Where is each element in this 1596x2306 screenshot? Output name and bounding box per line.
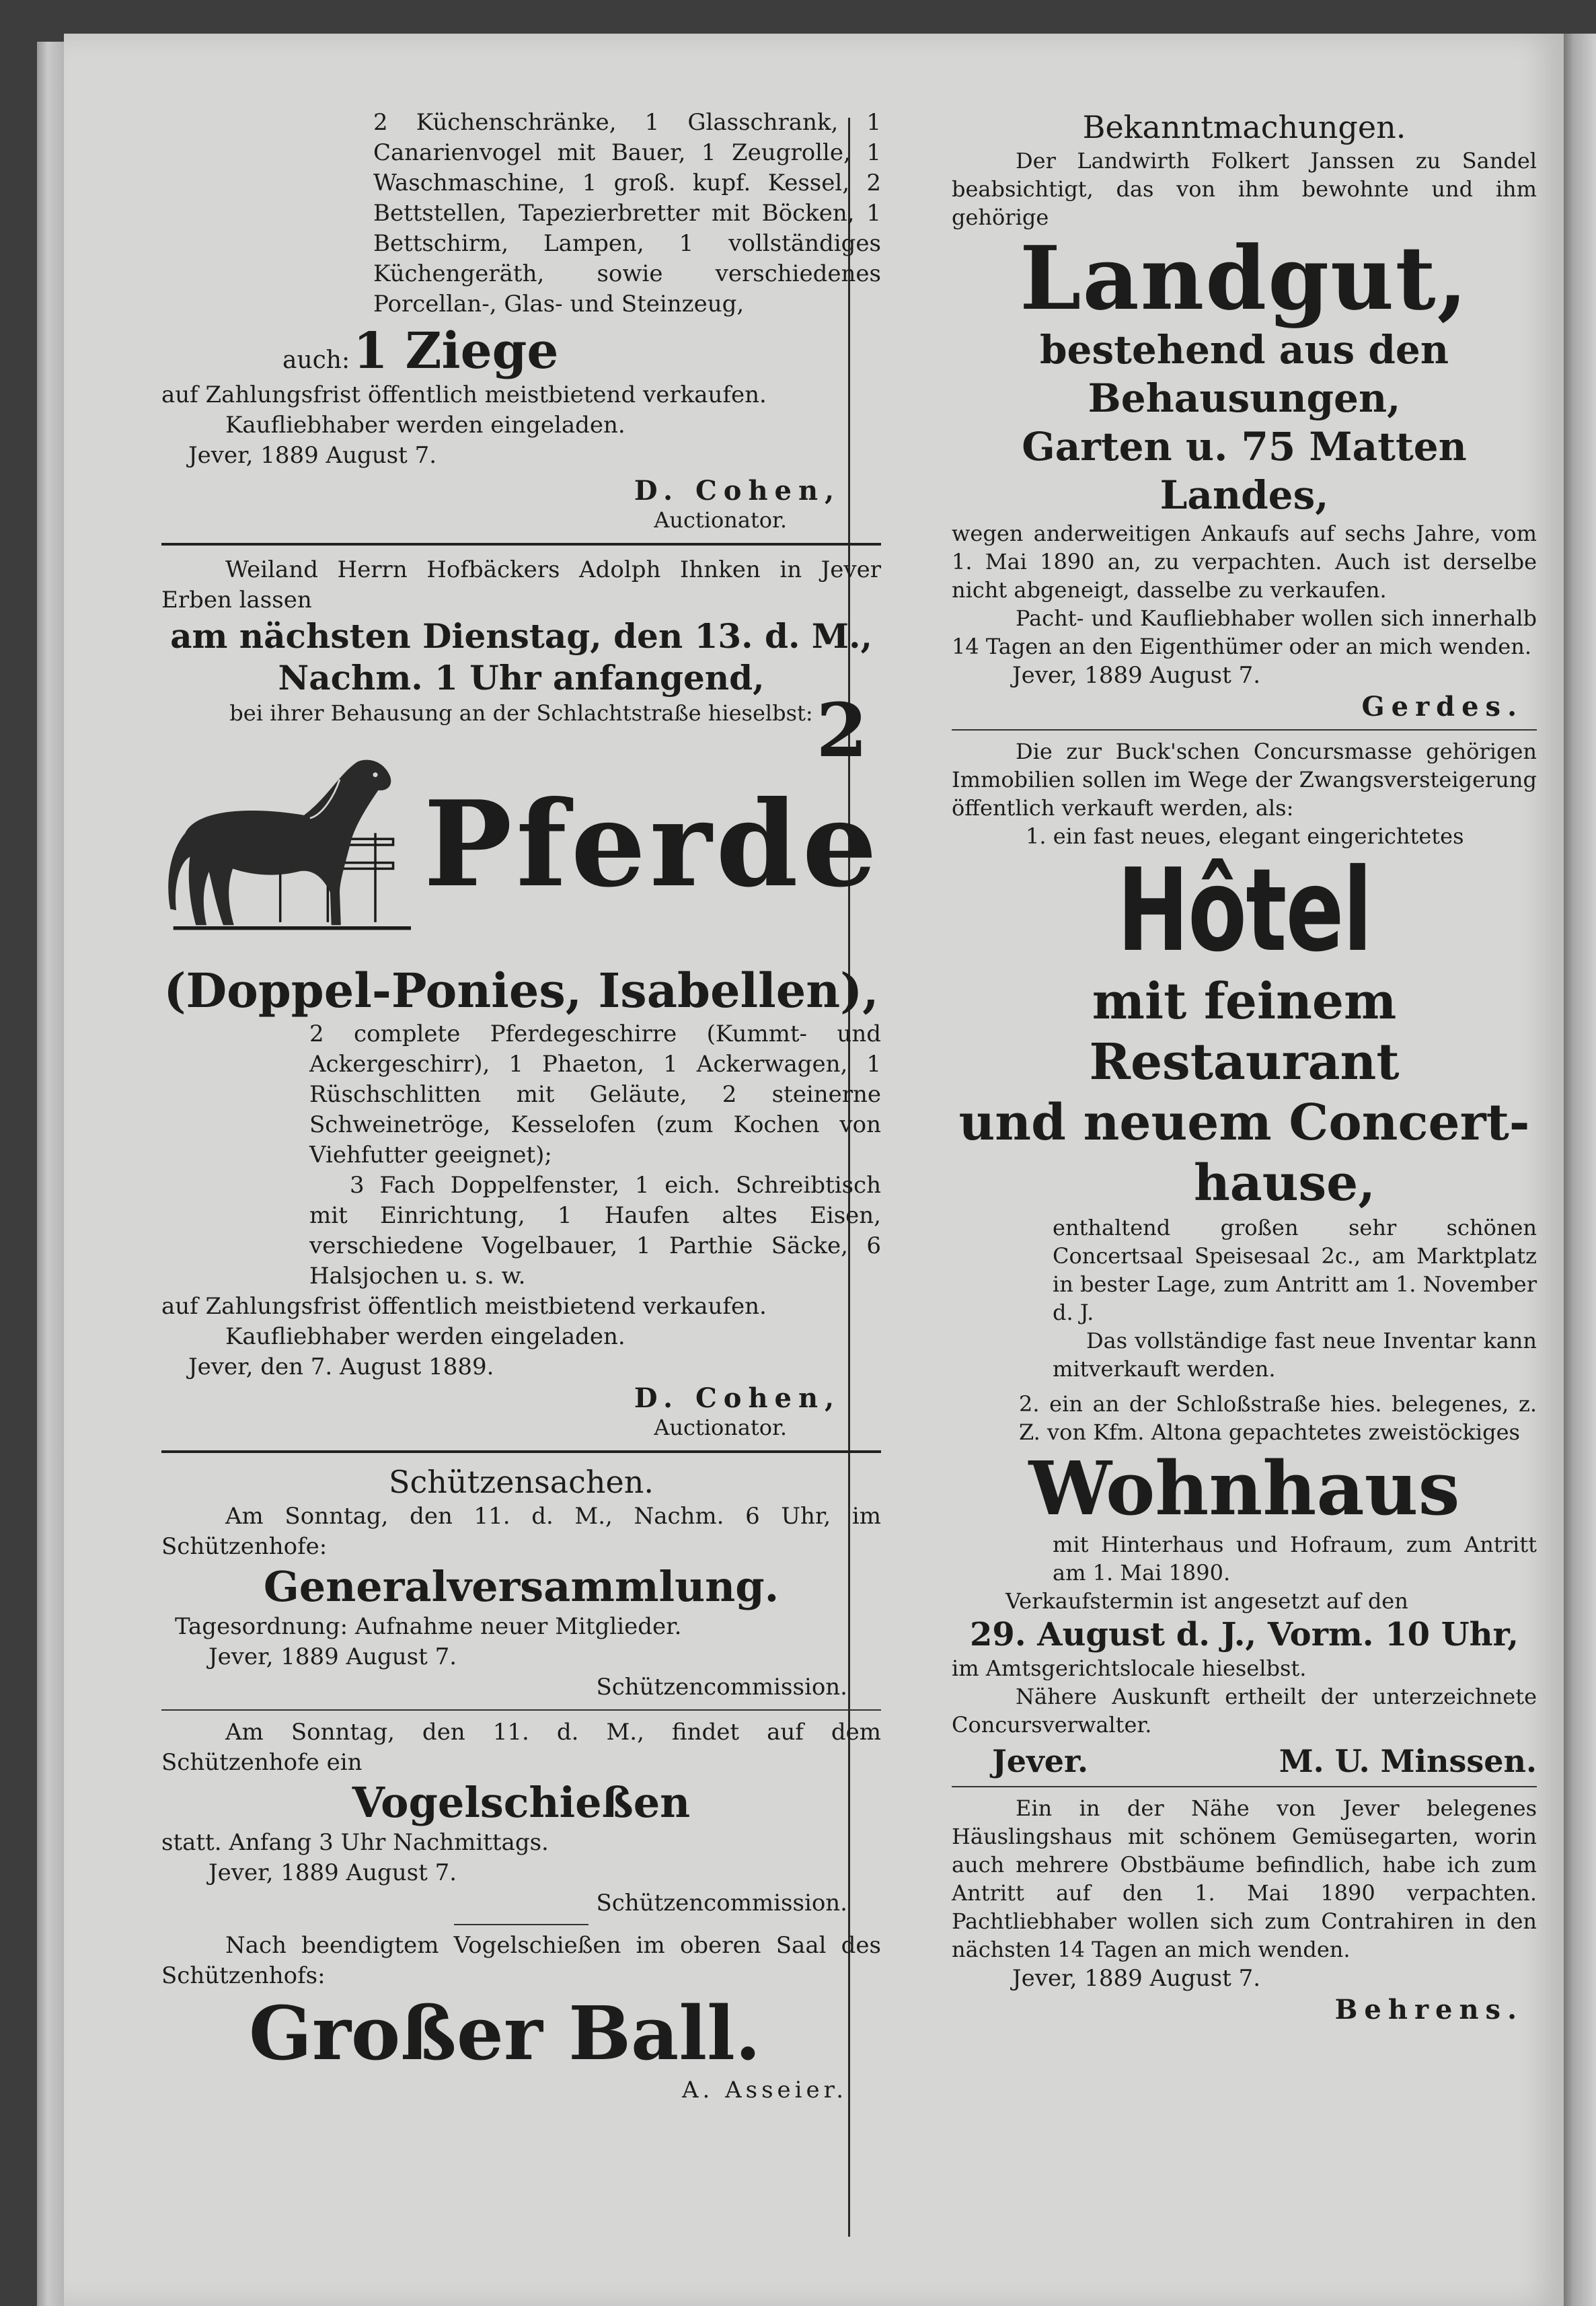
ball-line1: Nach beendigtem Vogelschießen im oberen Saal des Schützenhofs: — [161, 1932, 881, 1989]
auction2-when1: am nächsten Dienstag, den 13. d. M., — [170, 616, 872, 656]
vogel-signer: Schützencommission. — [596, 1890, 847, 1917]
left-column — [161, 108, 881, 2106]
haeusling-ad — [952, 1794, 1537, 2025]
separator — [952, 1786, 1537, 1787]
next-page-strip — [1564, 34, 1596, 2306]
ball-signer: A. Asseier. — [681, 2077, 847, 2104]
hotel-line-a: mit feinem Restaurant — [1089, 973, 1400, 1091]
right-column-inner — [878, 108, 1560, 2025]
landgut-headline: Landgut, — [1020, 227, 1469, 330]
auction1-invite: Kaufliebhaber werden eingeladen. — [225, 412, 625, 439]
separator — [161, 1709, 881, 1711]
auction2-invite: Kaufliebhaber werden eingeladen. — [225, 1323, 625, 1350]
right-column — [878, 108, 1560, 2025]
horse-count: 2 — [816, 687, 868, 774]
landgut-sub2: Garten u. 75 Matten Landes, — [1022, 424, 1467, 518]
schuetzen-agenda: Tagesordnung: Aufnahme neuer Mitglieder. — [175, 1613, 682, 1640]
horse-illustration-icon — [161, 737, 417, 953]
landgut-invite: Pacht- und Kaufliebhaber wollen sich innerhalb 14 Tagen an den Eigenthümer oder an mich wenden. — [952, 605, 1537, 659]
vogel-line2: statt. Anfang 3 Uhr Nachmittags. — [161, 1829, 549, 1856]
concurs-info: Nähere Auskunft ertheilt der unterzeichnete Concursverwalter. — [952, 1684, 1537, 1738]
auction1-ziege: 1 Ziege — [353, 322, 559, 380]
auction1-signer: D. Cohen, — [634, 475, 841, 507]
page-edge — [37, 42, 64, 2306]
concurs-item1: 1. ein fast neues, elegant eingerichtetes — [1026, 823, 1464, 849]
pferde-headline: Pferde — [423, 776, 881, 914]
hotel-desc: enthaltend großen sehr schönen Concertsaal Speisesaal 2c., am Marktplatz in bester Lage, zum Antritt am 1. November d. J. — [1053, 1215, 1537, 1325]
auction-ad-1 — [161, 108, 881, 533]
concurs-signer: M. U. Minssen. — [1279, 1743, 1537, 1779]
auction2-when2: Nachm. 1 Uhr anfangend, — [278, 658, 765, 698]
auction1-auch-line — [161, 322, 881, 380]
hotel-line-b: und neuem Concert- — [958, 1094, 1530, 1152]
vogel-headline: Vogelschießen — [352, 1778, 691, 1827]
concurs-place: Jever. — [992, 1743, 1089, 1779]
schuetzen-ad — [161, 1462, 881, 1703]
landgut-signer: Gerdes. — [1361, 691, 1523, 722]
landgut-ad — [952, 108, 1537, 722]
auction2-where: bei ihrer Behausung an der Schlachtstraße hieselbst: — [229, 700, 813, 726]
auction2-intro: Weiland Herrn Hofbäckers Adolph Ihnken in Jever Erben lassen — [161, 556, 881, 613]
hotel-line-c: hause, — [1193, 1154, 1376, 1212]
auction2-signer: D. Cohen, — [634, 1382, 841, 1414]
auction1-terms: auf Zahlungsfrist öffentlich meistbietend verkaufen. — [161, 381, 767, 408]
auction1-items: 2 Küchenschränke, 1 Glasschrank, 1 Canarienvogel mit Bauer, 1 Zeugrolle, 1 Waschmaschine, 1 groß. kupf. Kessel, 2 Bettstellen, Tapezierbretter mit Böcken, 1 Bettschirm, Lampen, 1 vollständiges Küchengeräth, sowie verschiedenes Porcellan-, Glas- und Steinzeug, — [373, 109, 881, 318]
landgut-intro: Der Landwirth Folkert Janssen zu Sandel beabsichtigt, das von ihm bewohnte und ihm gehörige — [952, 148, 1537, 230]
auction1-signer-title: Auctionator. — [654, 507, 787, 533]
separator — [161, 1450, 881, 1453]
concurs-termin-date: 29. August d. J., Vorm. 10 Uhr, — [970, 1616, 1519, 1653]
auction2-terms: auf Zahlungsfrist öffentlich meistbietend verkaufen. — [161, 1293, 767, 1320]
vogel-date: Jever, 1889 August 7. — [208, 1859, 457, 1886]
landgut-date: Jever, 1889 August 7. — [1012, 662, 1261, 689]
landgut-body: wegen anderweitigen Ankaufs auf sechs Jahre, vom 1. Mai 1890 an, zu verpachten. Auch ist derselbe nicht abgeneigt, dasselbe zu verkaufen. — [952, 521, 1537, 603]
wohnhaus-desc: mit Hinterhaus und Hofraum, zum Antritt am 1. Mai 1890. — [1053, 1532, 1537, 1586]
vogelschiessen-ad — [161, 1717, 881, 1919]
haeusling-date: Jever, 1889 August 7. — [1012, 1965, 1261, 1992]
ball-ad — [161, 1931, 881, 2106]
auction1-date: Jever, 1889 August 7. — [188, 442, 437, 469]
haeusling-signer: Behrens. — [1334, 1994, 1523, 2025]
auction2-items2: 3 Fach Doppelfenster, 1 eich. Schreibtisch mit Einrichtung, 1 Haufen altes Eisen, verschiedene Vogelbauer, 1 Parthie Säcke, 6 Halsjochen u. s. w. — [309, 1172, 881, 1290]
schuetzen-headline: Generalversammlung. — [263, 1562, 780, 1611]
separator — [952, 729, 1537, 731]
concurs-item2: 2. ein an der Schloßstraße hies. belegenes, z. Z. von Kfm. Altona gepachtetes zweistöckiges — [1019, 1391, 1537, 1445]
schuetzen-title: Schützensachen. — [389, 1464, 654, 1500]
hotel-inventory: Das vollständige fast neue Inventar kann mitverkauft werden. — [1053, 1328, 1537, 1382]
schuetzen-line1: Am Sonntag, den 11. d. M., Nachm. 6 Uhr, im Schützenhofe: — [161, 1503, 881, 1560]
wohnhaus-headline: Wohnhaus — [1028, 1445, 1460, 1532]
concurs-termin: Verkaufstermin ist angesetzt auf den — [1005, 1588, 1408, 1614]
schuetzen-signer: Schützencommission. — [596, 1674, 847, 1701]
pferde-subheadline: (Doppel-Ponies, Isabellen), — [163, 963, 879, 1018]
hotel-headline: Hôtel — [1117, 844, 1371, 977]
ball-headline: Großer Ball. — [249, 1990, 761, 2077]
separator — [161, 543, 881, 546]
bekannt-title: Bekanntmachungen. — [1082, 109, 1406, 145]
schuetzen-date: Jever, 1889 August 7. — [208, 1643, 457, 1670]
auction2-items1: 2 complete Pferdegeschirre (Kummt- und Ackergeschirr), 1 Phaeton, 1 Ackerwagen, 1 Rüschschlitten mit Geläute, 2 steinerne Schweinetröge, Kesselofen (zum Kochen von Viehfutter geeignet); — [309, 1020, 881, 1168]
vogel-line1: Am Sonntag, den 11. d. M., findet auf dem Schützenhofe ein — [161, 1719, 881, 1776]
auction2-signer-title: Auctionator. — [654, 1415, 787, 1440]
concurs-signature-row — [952, 1743, 1537, 1779]
concurs-intro: Die zur Buck'schen Concursmasse gehörigen Immobilien sollen im Wege der Zwangsversteigerung öffentlich verkauft werden, als: — [952, 739, 1537, 821]
haeusling-body: Ein in der Nähe von Jever belegenes Häuslingshaus mit schönem Gemüsegarten, worin auch mehrere Obstbäume befindlich, habe ich zum Antritt auf den 1. Mai 1890 verpachten. Pachtliebhaber wollen sich zum Contrahiren in den nächsten 14 Tagen an mich wenden. — [952, 1795, 1537, 1962]
concurs-ad — [952, 737, 1537, 1779]
concurs-termin-place: im Amtsgerichtslocale hieselbst. — [952, 1656, 1307, 1681]
auction1-auch-prefix: auch: — [282, 346, 350, 374]
landgut-sub1: bestehend aus den Behausungen, — [1039, 327, 1449, 421]
separator — [454, 1924, 588, 1925]
auction2-date: Jever, den 7. August 1889. — [188, 1353, 494, 1380]
auction-ad-2 — [161, 555, 881, 1441]
